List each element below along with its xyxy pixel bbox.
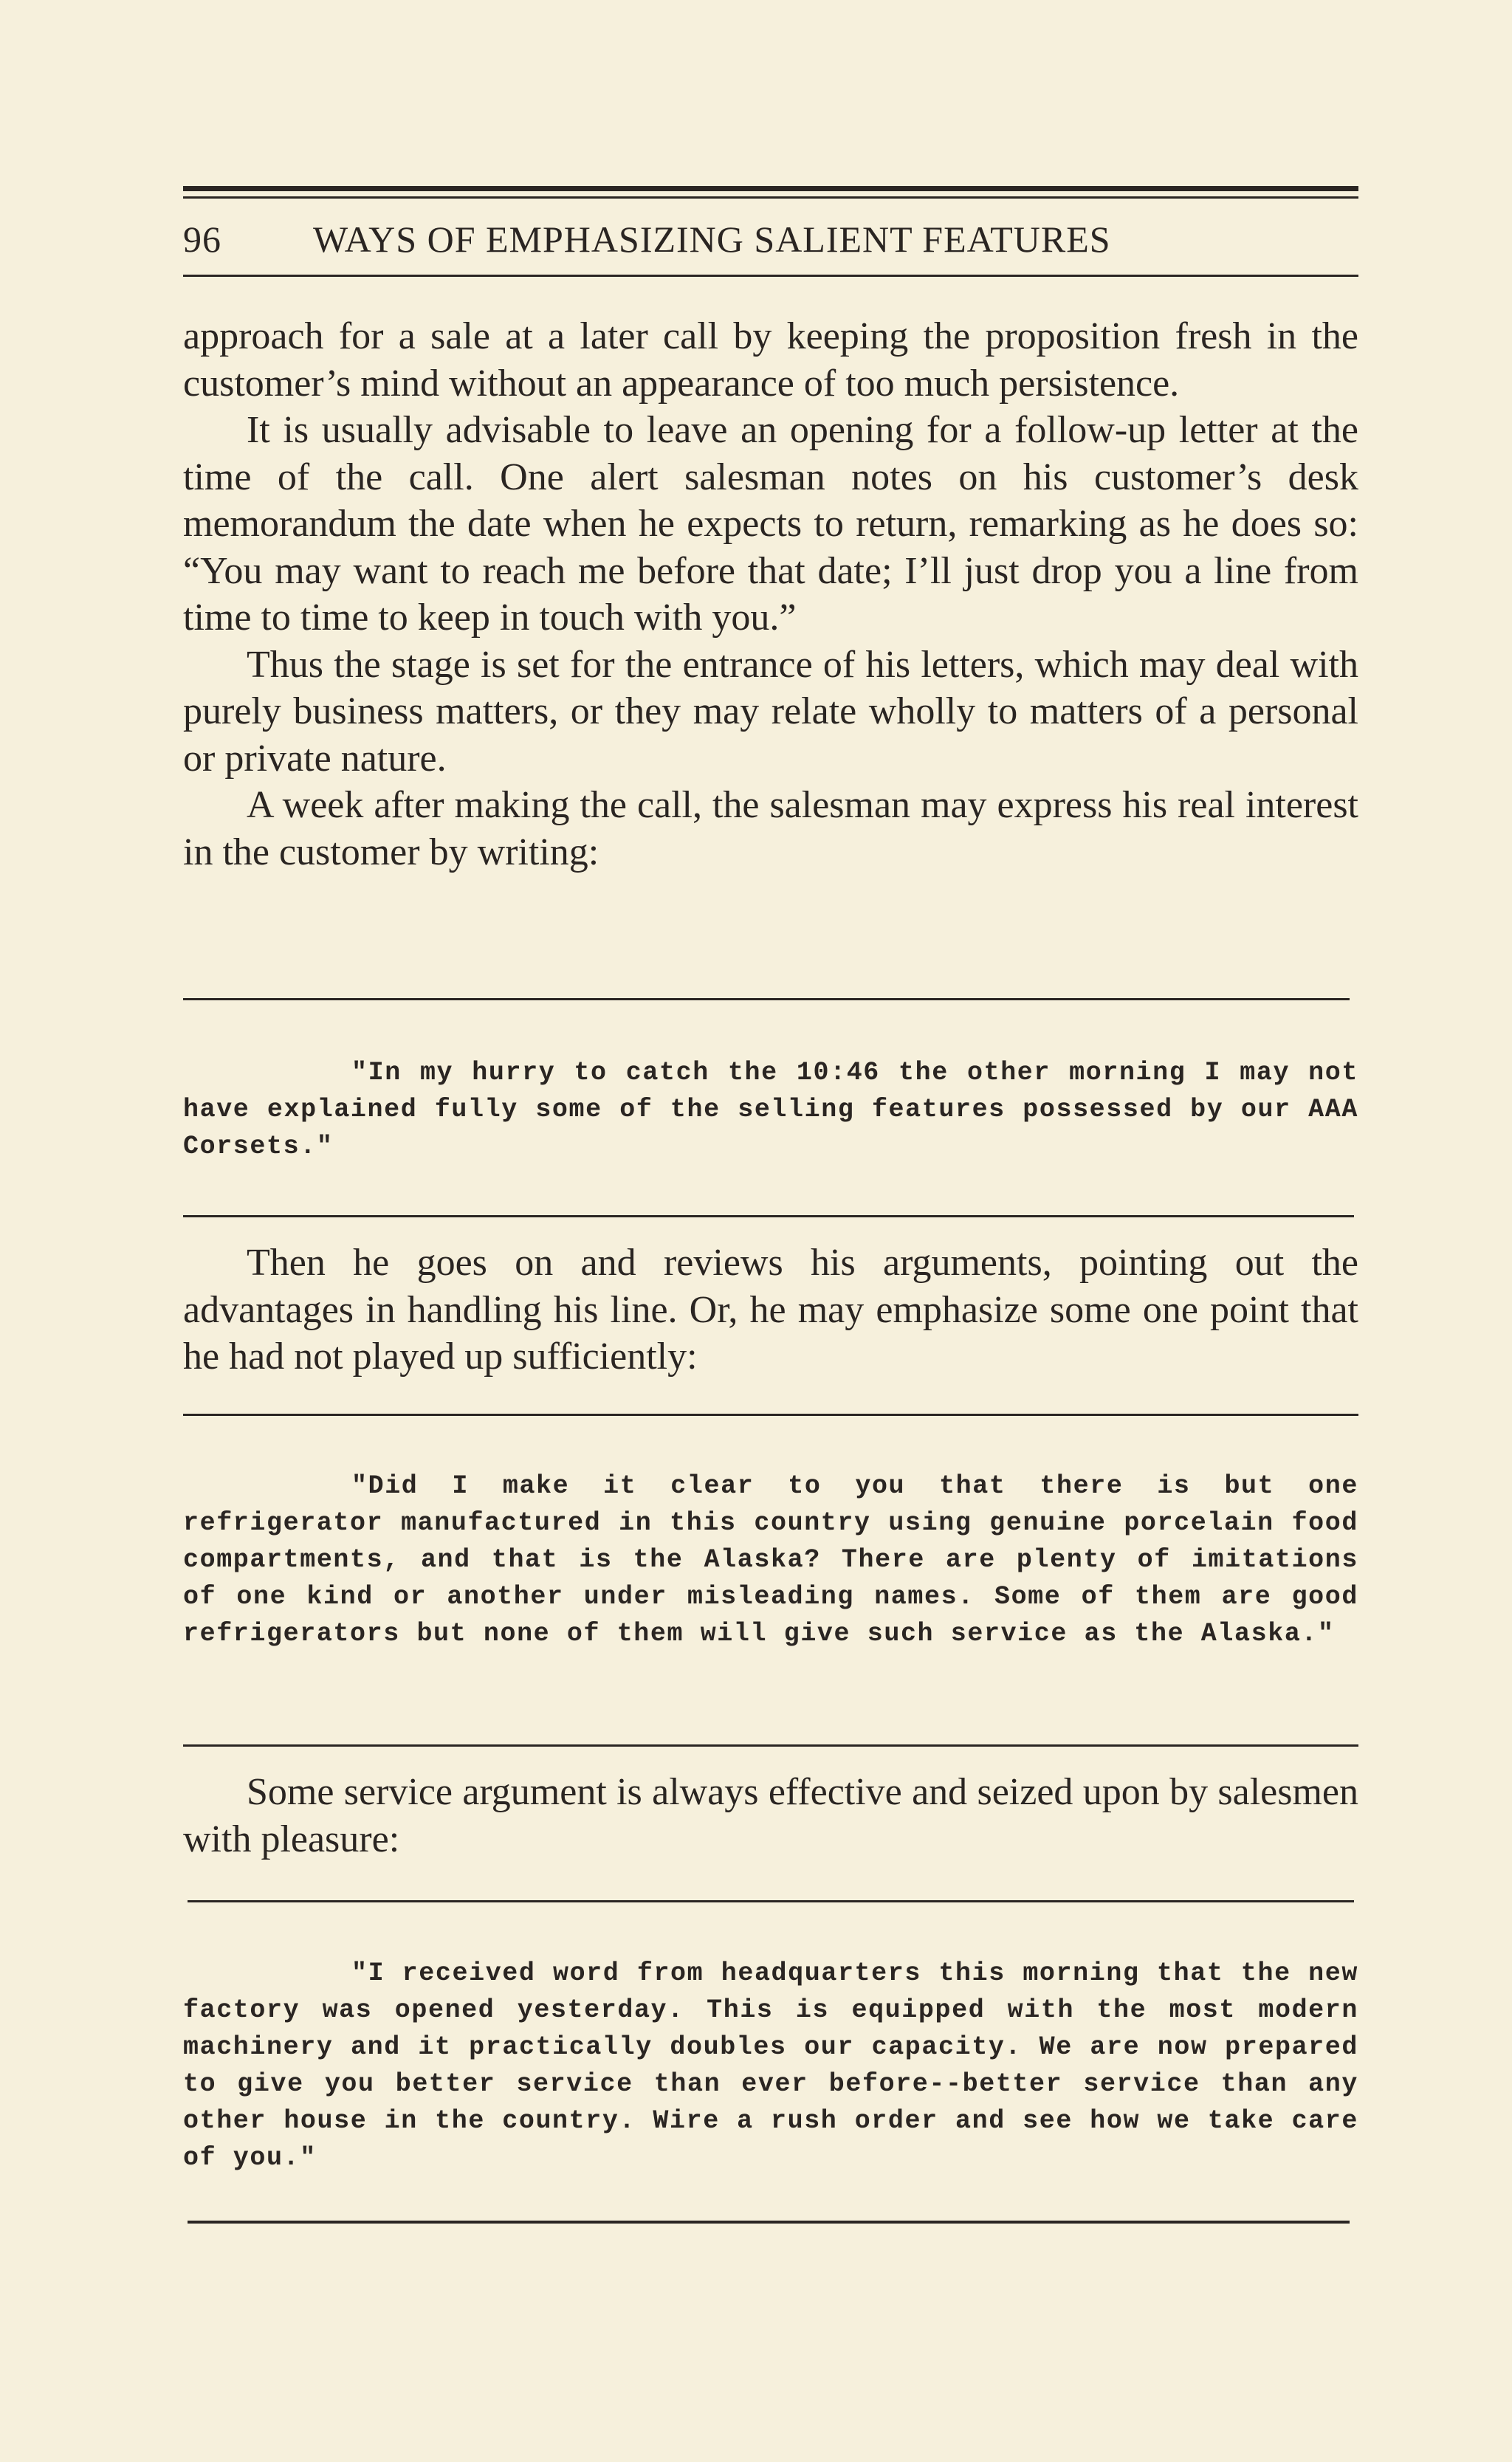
running-title: WAYS OF EMPHASIZING SALIENT FEATURES xyxy=(313,219,1111,260)
header-rule xyxy=(183,275,1358,277)
quote-2-top-rule xyxy=(183,1414,1358,1416)
body-text-block-1 xyxy=(183,313,1358,876)
letter-excerpt-3-text: "I received word from headquarters this morning that the new factory was opened yesterday. This is equipped with the most modern machinery and it practically doubles our capacity. We are now prepared to give you better service than ever before--better service than any other house in the country. Wire a rush order and see how we take care of you." xyxy=(183,1959,1358,2173)
quote-3-top-rule xyxy=(188,1900,1354,1902)
body-text-block-3 xyxy=(183,1769,1358,1863)
body-text-block-2 xyxy=(183,1239,1358,1380)
top-rule-thick xyxy=(183,186,1358,191)
paragraph-5: Then he goes on and reviews his arguments, pointing out the advantages in handling his line. Or, he may emphasize some one point that he had not played up sufficiently: xyxy=(183,1242,1358,1378)
quote-1-top-rule xyxy=(183,998,1350,1000)
paragraph-4: A week after making the call, the salesman may express his real interest in the customer by writing: xyxy=(183,784,1358,873)
letter-excerpt-2-text: "Did I make it clear to you that there is but one refrigerator manufactured in this country using genuine porcelain food compartments, and that is the Alaska? There are plenty of imitations of one kind or another under misleading names. Some of them are good refrigerators but none of them will give such service as the Alaska." xyxy=(183,1471,1358,1648)
letter-excerpt-1 xyxy=(183,1054,1358,1165)
quote-3-bottom-rule xyxy=(188,2221,1350,2224)
paragraph-3: Thus the stage is set for the entrance of his letters, which may deal with purely business matters, or they may relate wholly to matters of a personal or private nature. xyxy=(183,643,1358,780)
letter-excerpt-2 xyxy=(183,1468,1358,1652)
letter-excerpt-1-text: "In my hurry to catch the 10:46 the other morning I may not have explained fully some of the selling features possessed by our AAA Corsets." xyxy=(183,1058,1358,1161)
top-rule-thin xyxy=(183,196,1358,199)
letter-excerpt-3 xyxy=(183,1955,1358,2176)
page-number: 96 xyxy=(183,219,221,260)
quote-1-bottom-rule xyxy=(183,1215,1354,1217)
running-header xyxy=(183,216,1358,263)
paragraph-1: approach for a sale at a later call by keeping the proposition fresh in the customer’s mind without an appearance of too much persistence. xyxy=(183,315,1358,405)
quote-2-bottom-rule xyxy=(183,1744,1358,1747)
paragraph-6: Some service argument is always effective and seized upon by salesmen with pleasure: xyxy=(183,1771,1358,1860)
paragraph-2: It is usually advisable to leave an opening for a follow-up letter at the time of the call. One alert salesman notes on his customer’s desk memorandum the date when he expects to return, remarking as he does so: “You may want to reach me before that date; I’ll just drop you a line from time to time to keep in touch with you.” xyxy=(183,409,1358,639)
